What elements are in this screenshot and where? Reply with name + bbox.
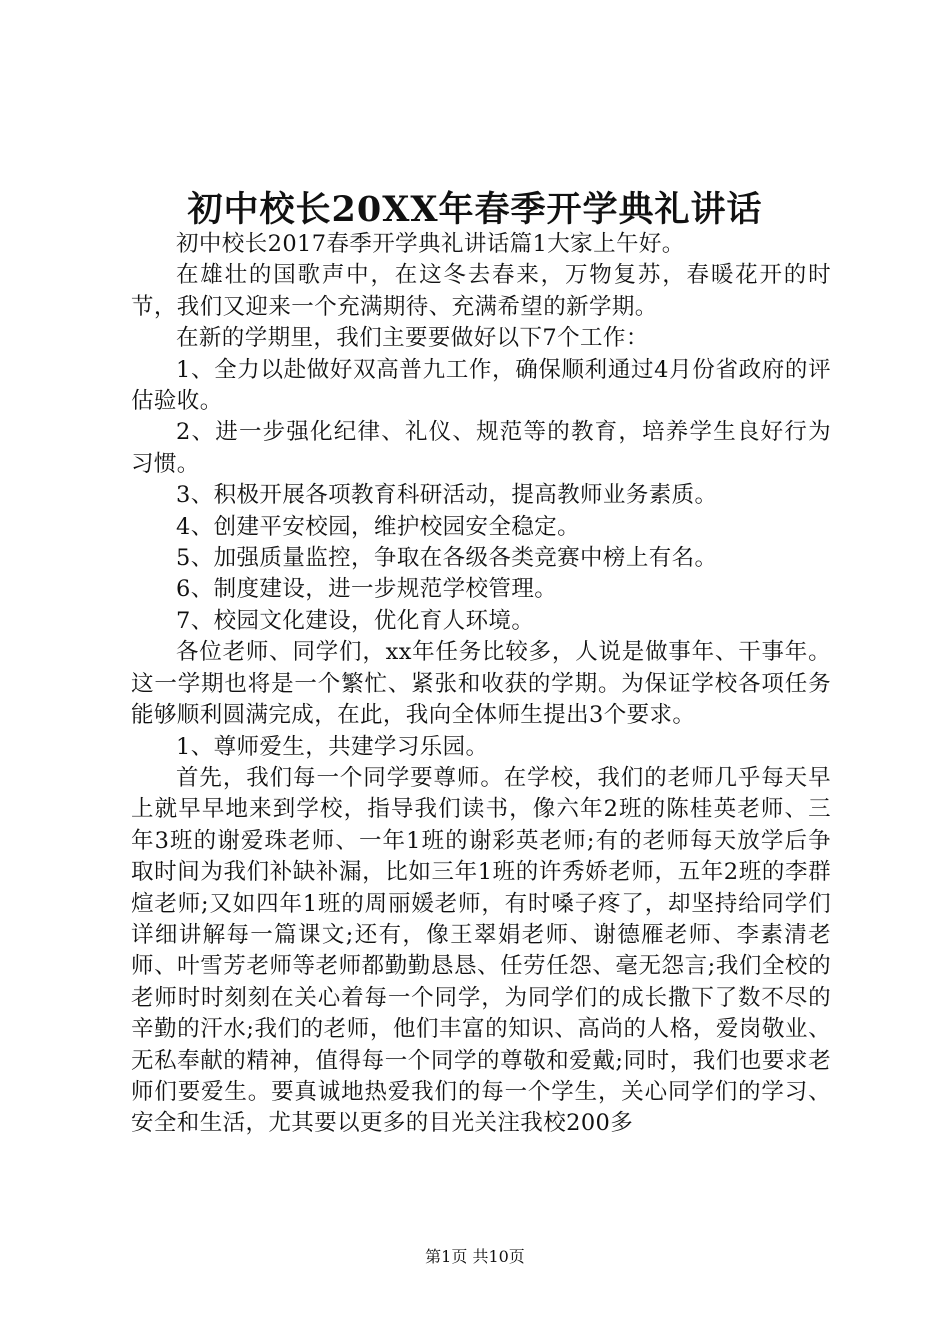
paragraph-task-1: 1、全力以赴做好双高普九工作，确保顺利通过4月份省政府的评估验收。: [131, 356, 831, 415]
paragraph-task-2: 2、进一步强化纪律、礼仪、规范等的教育，培养学生良好行为习惯。: [131, 419, 831, 477]
paragraph-greeting: 初中校长2017春季开学典礼讲话篇1大家上午好。: [176, 231, 685, 257]
page-number-footer: 第1页 共10页: [425, 1247, 525, 1266]
paragraph-task-6: 6、制度建设，进一步规范学校管理。: [176, 576, 558, 603]
paragraph-tasks-intro: 在新的学期里，我们主要要做好以下7个工作：: [176, 325, 649, 352]
document-title: 初中校长20XX年春季开学典礼讲话: [187, 189, 763, 230]
paragraph-requirements-intro: 各位老师、同学们，xx年任务比较多，人说是做事年、干事年。这一学期也将是一个繁忙、紧张和收获的学期。为保证学校各项任务能够顺利圆满完成，在此，我向全体师生提出3个要求。: [131, 639, 831, 729]
paragraph-respect-teachers: 首先，我们每一个同学要尊师。在学校，我们的老师几乎每天早上就早早地来到学校，指导我们读书，像六年2班的陈桂英老师、三年3班的谢爱珠老师、一年1班的谢彩英老师;有的老师每天放学后争取时间为我们补缺补漏，比如三年1班的许秀娇老师，五年2班的李群煊老师;又如四年1班的周丽媛老师，有时嗓子疼了，却坚持给同学们详细讲解每一篇课文;还有，像王翠娟老师、谢德雁老师、李素清老师、叶雪芳老师等老师都勤勤恳恳、任劳任怨、毫无怨言;我们全校的老师时时刻刻在关心着每一个同学，为同学们的成长撒下了数不尽的辛勤的汗水;我们的老师，他们丰富的知识、高尚的人格，爱岗敬业、无私奉献的精神，值得每一个同学的尊敬和爱戴;同时，我们也要求老师们要爱生。要真诚地热爱我们的每一个学生，关心同学们的学习、安全和生活，尤其要以更多的目光关注我校200多: [131, 764, 832, 1137]
paragraph-task-3: 3、积极开展各项教育科研活动，提高教师业务素质。: [176, 482, 718, 509]
paragraph-task-7: 7、校园文化建设，优化育人环境。: [176, 607, 535, 634]
paragraph-task-4: 4、创建平安校园，维护校园安全稳定。: [176, 513, 581, 540]
paragraph-task-5: 5、加强质量监控，争取在各级各类竞赛中榜上有名。: [176, 545, 718, 572]
paragraph-opening: 在雄壮的国歌声中，在这冬去春来，万物复苏，春暖花开的时节，我们又迎来一个充满期待、充满希望的新学期。: [131, 262, 831, 320]
paragraph-requirement-1: 1、尊师爱生，共建学习乐园。: [176, 733, 489, 760]
document-body: [131, 229, 831, 1140]
